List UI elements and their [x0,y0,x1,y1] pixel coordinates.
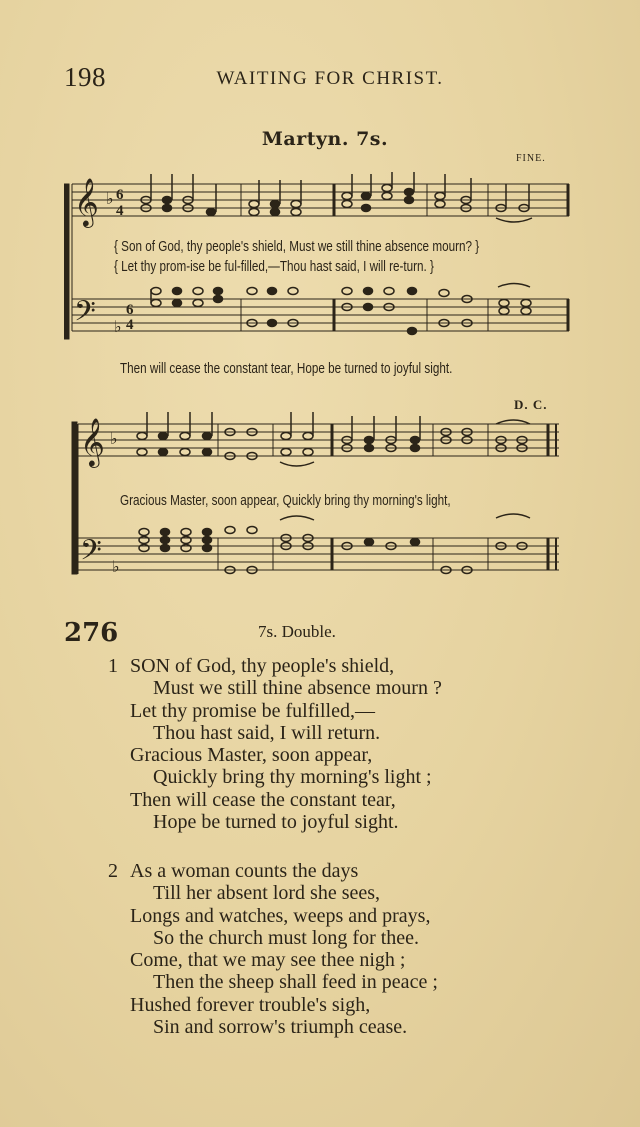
stanza-line: Thou hast said, I will return. [153,721,381,744]
tune-title: Martyn. 7s. [261,128,389,150]
stanza-line: Longs and watches, weeps and prays, [130,904,431,927]
stanza-1 [108,655,442,833]
stanza-line: 2 As a woman counts the days [108,860,359,882]
stanza-line: Quickly bring thy morning's light ; [153,766,432,789]
bass-clef-icon: 𝄢 [74,295,96,335]
running-head: WAITING FOR CHRIST. [216,68,444,89]
stanza-line: Let thy promise be fulfilled,— [130,699,375,722]
svg-text:6: 6 [116,187,124,203]
bass-notes [139,514,530,574]
flat-icon: ♭ [106,189,114,208]
flat-icon: ♭ [112,557,120,576]
fine-mark: FINE. [516,153,546,164]
lyrics-verse-1-line-2: { Let thy prom-ise be ful-filled,—Thou hast said, I will re-turn. } [114,258,434,275]
stanza-line: Gracious Master, soon appear, [130,744,373,767]
treble-notes [141,172,532,222]
bass-clef-icon: 𝄢 [80,534,102,574]
treble-clef-icon: 𝄞 [80,417,105,466]
stanza-line: So the church must long for thee. [153,926,420,949]
svg-text:6: 6 [126,302,134,318]
stanza-line: Sin and sorrow's triumph cease. [153,1016,408,1039]
stanza-number: 1 [108,655,118,677]
stanza-line: Come, that we may see thee nigh ; [130,949,406,972]
stanza-line: Hope be turned to joyful sight. [153,811,399,834]
page-number: 198 [64,62,106,92]
flat-icon: ♭ [110,429,118,448]
stanza-line: Till her absent lord she sees, [153,882,381,905]
lyrics-bass-line: Then will cease the constant tear, Hope be turned to joyful sight. [120,360,453,377]
hymn-number: 276 [64,618,119,648]
bass-notes [151,284,531,335]
stanza-line: Then will cease the constant tear, [130,788,396,811]
svg-text:4: 4 [126,317,134,333]
hymn-meter: 7s. Double. [258,622,336,641]
svg-text:4: 4 [116,203,124,219]
stanza-line: Then the sheep shall feed in peace ; [153,971,438,994]
lyrics-verse-1-line-1: { Son of God, thy people's shield, Must we still thine absence mourn? } [114,238,480,255]
lyrics-system-2: Gracious Master, soon appear, Quickly bring thy morning's light, [120,492,451,509]
treble-clef-icon: 𝄞 [74,177,99,226]
stanza-line: 1 SON of God, thy people's shield, [108,655,395,677]
flat-icon: ♭ [114,317,122,336]
stanza-number: 2 [108,860,118,882]
stanza-line: Hushed forever trouble's sigh, [130,993,371,1016]
dc-mark: D. C. [514,397,548,412]
stanza-line: Must we still thine absence mourn ? [153,677,442,700]
stanza-2 [108,860,438,1038]
